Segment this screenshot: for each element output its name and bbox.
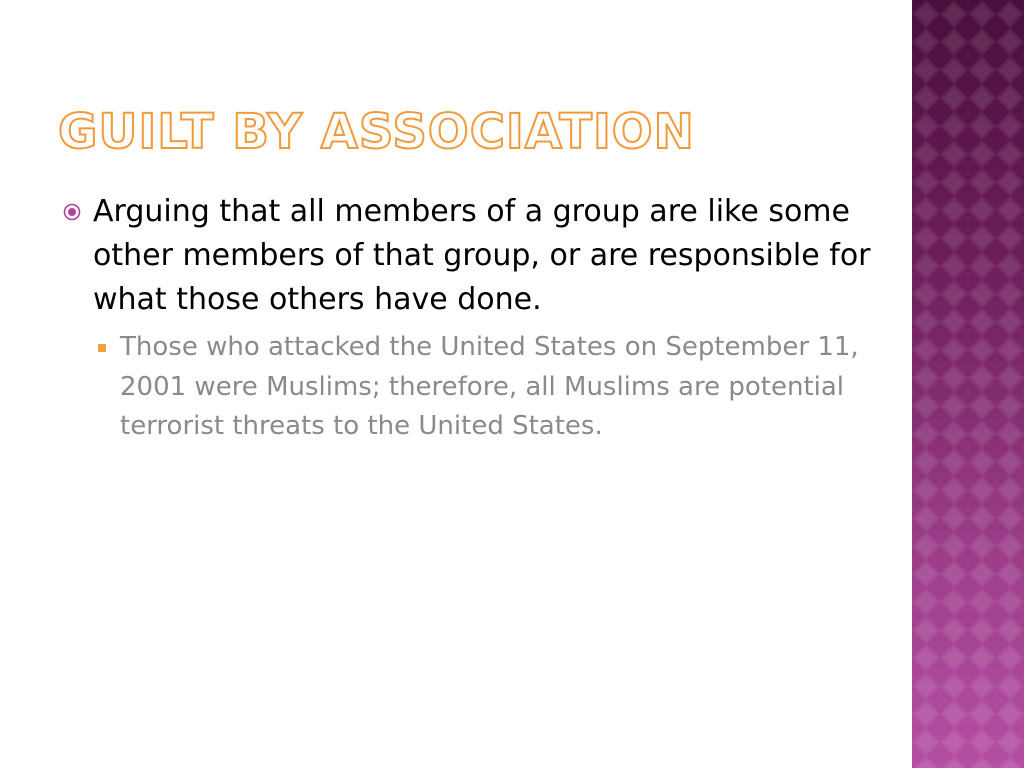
decorative-side-band: [912, 0, 1024, 768]
sub-bullet-item: [120, 328, 878, 447]
slide-body: [58, 190, 878, 447]
diamond-pattern: [912, 0, 1024, 768]
radio-circle-icon: [63, 203, 81, 221]
bullet-text: Arguing that all members of a group are like some other members of that group, or are responsible for what those others have done.: [93, 194, 871, 317]
bullet-item: [58, 190, 878, 322]
square-bullet-icon: [98, 344, 106, 352]
slide-title: GUILT BY ASSOCIATION: [58, 104, 695, 160]
sub-bullet-text: Those who attacked the United States on September 11, 2001 were Muslims; therefore, all Muslims are potential terrorist threats to the United States.: [120, 332, 859, 441]
